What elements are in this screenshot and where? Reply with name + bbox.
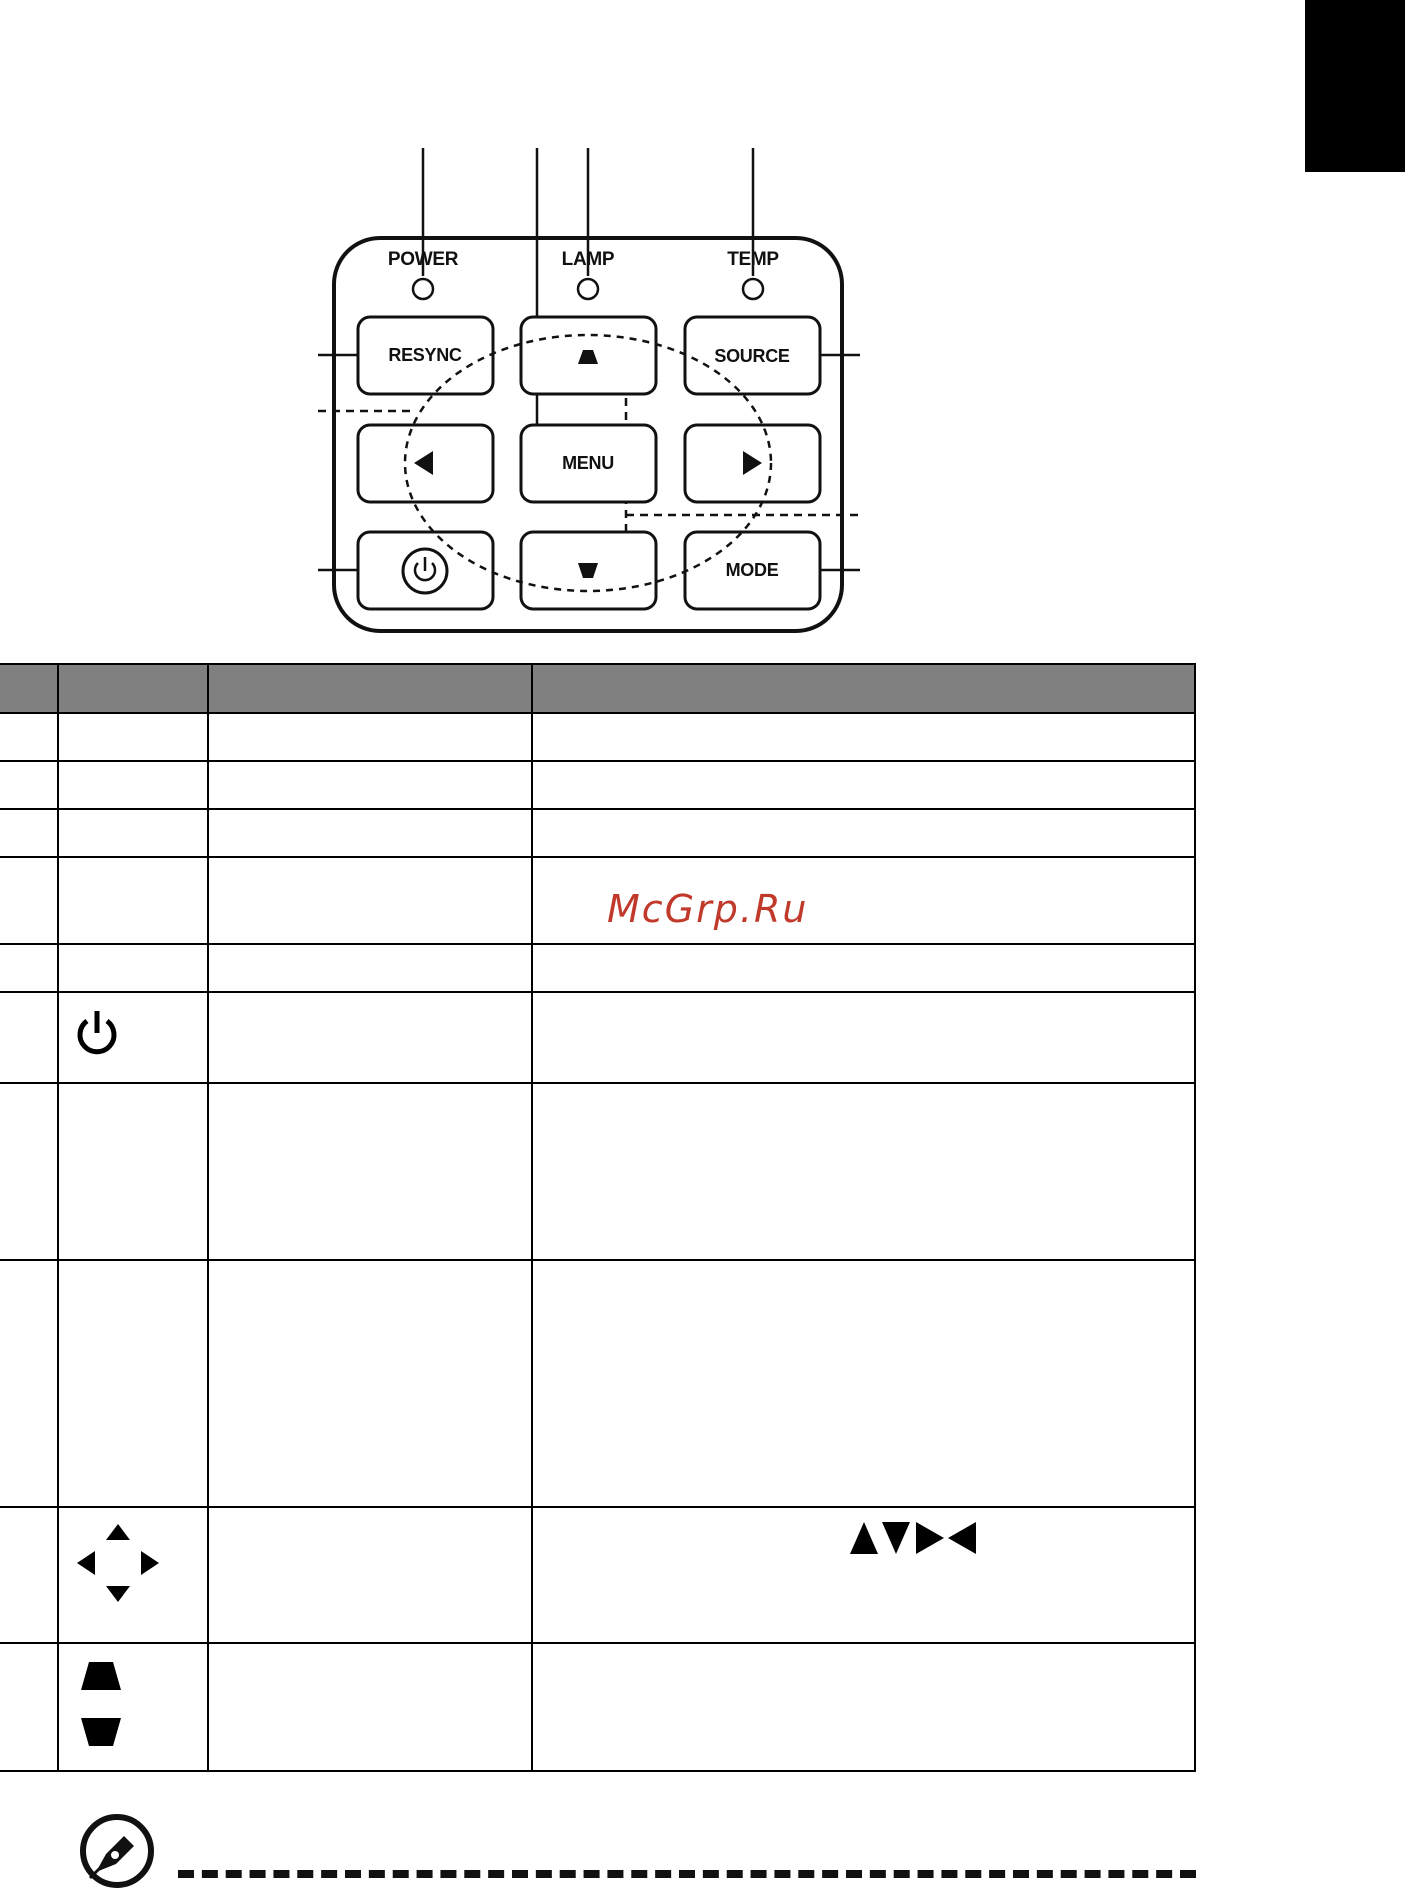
four-way-arrows-icon — [73, 1518, 163, 1608]
table-row — [0, 992, 1195, 1083]
table-row — [0, 857, 1195, 944]
table-row — [0, 1507, 1195, 1643]
power-indicator-label: POWER — [387, 249, 459, 270]
table-row — [0, 761, 1195, 809]
table-header-row — [0, 664, 1195, 713]
watermark: McGrp.Ru — [607, 887, 809, 931]
table-row — [0, 1260, 1195, 1507]
resync-key-label: RESYNC — [388, 345, 462, 365]
header-cell — [208, 664, 532, 713]
power-led — [413, 279, 433, 299]
mode-key-label: MODE — [725, 560, 779, 580]
temp-indicator-label: TEMP — [727, 249, 779, 270]
source-key-label: SOURCE — [714, 346, 790, 366]
table-row — [0, 713, 1195, 761]
lamp-led — [578, 279, 598, 299]
menu-key-label: MENU — [562, 453, 614, 473]
panel-drawing — [0, 0, 1405, 640]
header-cell — [0, 664, 58, 713]
header-cell — [58, 664, 208, 713]
note-pen-icon — [78, 1812, 156, 1890]
temp-led — [743, 279, 763, 299]
table-row — [0, 1643, 1195, 1771]
keystone-icon — [73, 1654, 123, 1754]
key-function-table — [0, 663, 1196, 1772]
power-icon — [73, 1007, 121, 1059]
header-cell — [532, 664, 1195, 713]
table-row — [0, 944, 1195, 992]
table-row — [0, 809, 1195, 857]
note-divider — [178, 1870, 1196, 1878]
control-panel-diagram — [0, 0, 1405, 640]
up-down-right-left-triangles-icon — [846, 1518, 1006, 1558]
table-row — [0, 1083, 1195, 1260]
lamp-indicator-label: LAMP — [561, 249, 615, 270]
